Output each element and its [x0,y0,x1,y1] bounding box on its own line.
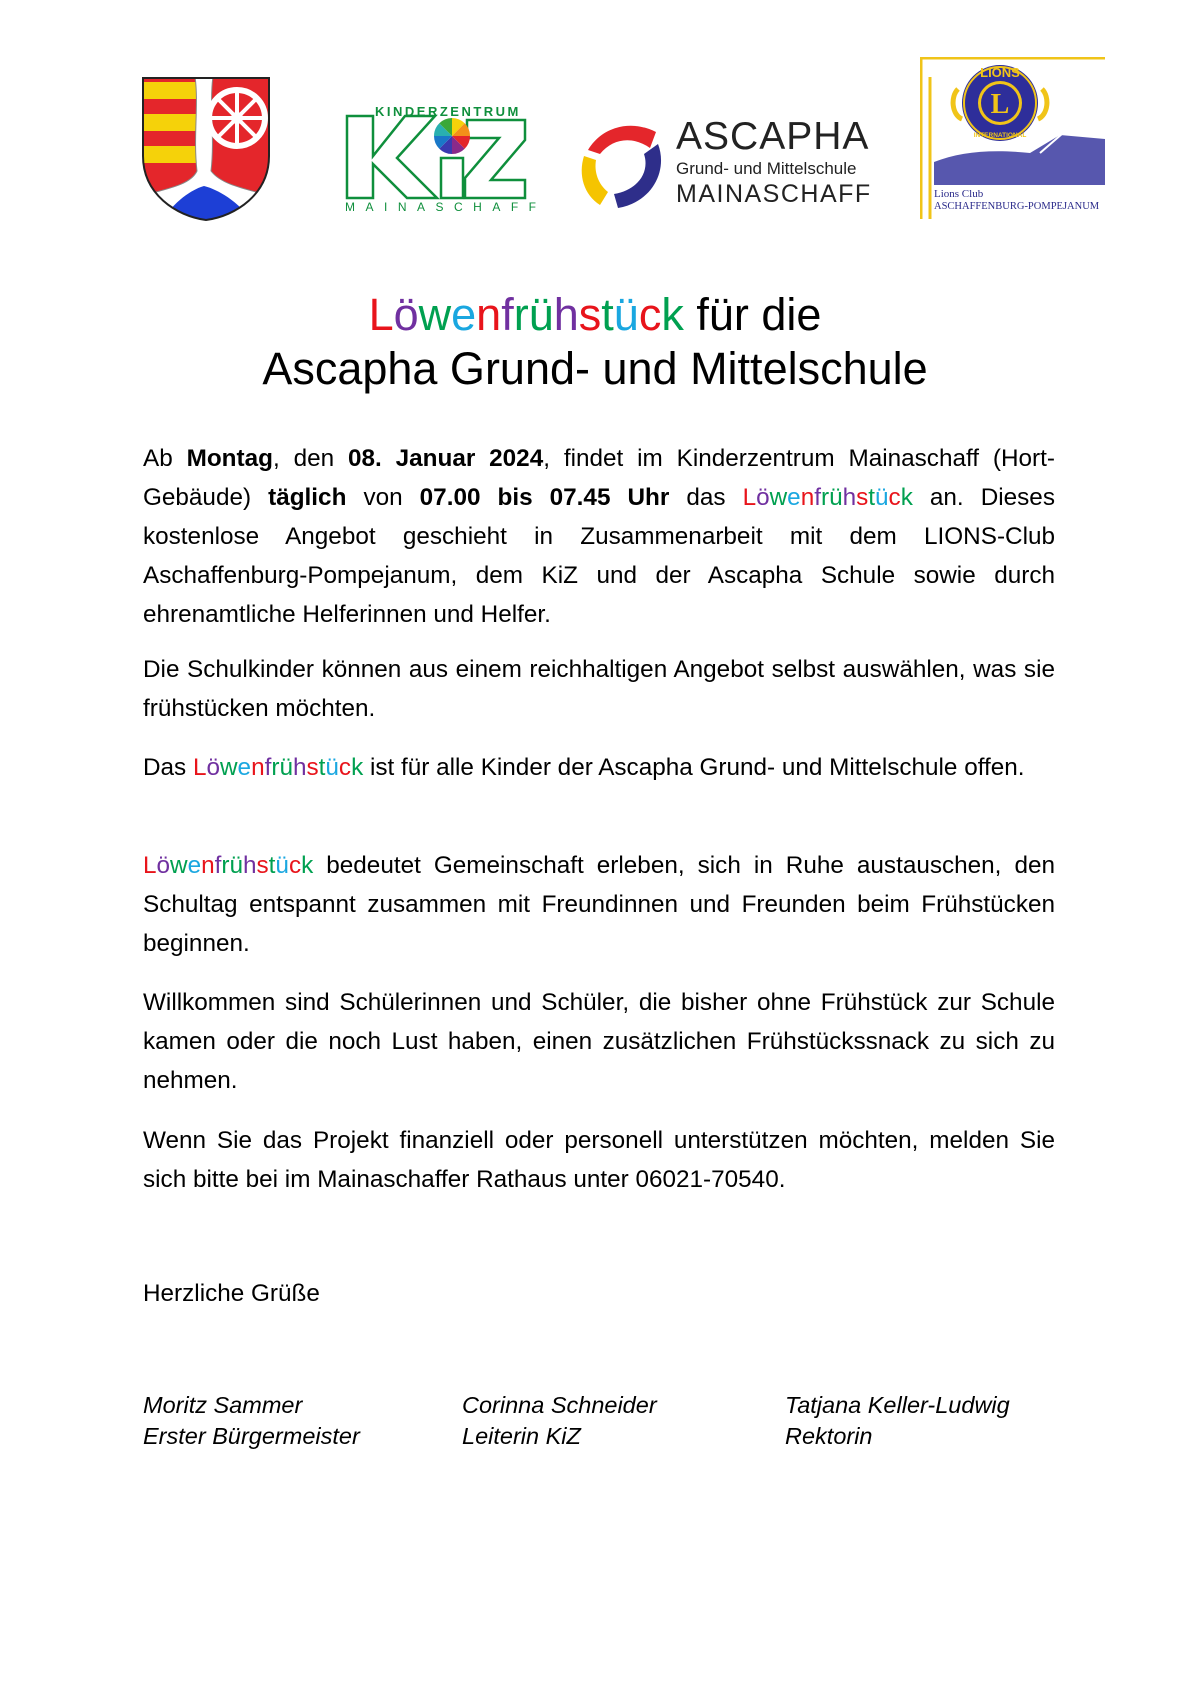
brand-word-letter: k [900,484,913,511]
brand-word-letter: t [868,484,876,511]
signatory-name: Corinna Schneider [462,1392,657,1418]
text: Ab [143,445,187,472]
kiz-kinderzentrum-logo [345,100,547,215]
brand-word-letter: ü [325,754,339,781]
text: bedeutet Gemeinschaft erleben, sich in Ruhe austauschen, den Schultag entspannt zusammen mit Freundinnen und Freunden beim Frühstücken beginnen. [143,852,1055,957]
brand-word-letter: t [601,289,614,340]
brand-word-letter: f [214,852,222,879]
brand-word-letter: ü [279,754,293,781]
brand-word-letter: ö [156,852,171,879]
kiz-top-text: KINDERZENTRUM [375,104,521,119]
paragraph-open-for-all [143,748,1055,787]
signatory-name: Tatjana Keller-Ludwig [785,1392,1010,1418]
brand-word-letter: n [201,852,215,879]
brand-word-letter: r [221,852,230,879]
brand-word-letter: f [501,289,514,340]
brand-word-letter: t [318,754,326,781]
brand-word-letter: c [288,852,302,879]
brand-word-letter: ö [756,484,770,511]
brand-word-letter: ö [393,289,419,340]
brand-word-letter: h [842,484,857,511]
lions-ring-top: LIONS [980,65,1020,80]
text: ist für alle Kinder der Ascapha Grund- und Mittelschule offen. [363,754,1025,781]
brand-word-letter: s [856,484,869,511]
signature-block [462,1390,657,1452]
ascapha-subtitle: Grund- und Mittelschule [676,159,857,178]
signatory-name: Moritz Sammer [143,1392,303,1418]
brand-word-letter: r [513,289,529,340]
brand-word-letter: ü [613,289,639,340]
ascapha-town: MAINASCHAFF [676,180,872,208]
text: an. Dieses kostenlose Angebot geschieht in Zusammenarbeit mit dem LIONS-Club Aschaffenburg-Pompejanum, dem KiZ und der Ascapha Schule sowie durch ehrenamtliche Helferinnen und Helfer. [143,484,1055,628]
coat-of-arms-icon [141,76,271,222]
brand-word-letter: f [264,754,272,781]
kiz-bottom-text: MAINASCHAFF [345,200,547,214]
paragraph-choice: Die Schulkinder können aus einem reichhaltigen Angebot selbst auswählen, was sie frühstücken möchten. [143,656,1055,722]
brand-word-letter: k [301,852,314,879]
ascapha-swirl-icon [578,120,668,215]
signature-block [143,1390,360,1452]
brand-word-letter: L [742,484,757,511]
brand-word-letter: e [187,852,202,879]
brand-word-letter: t [268,852,276,879]
closing-greeting: Herzliche Grüße [143,1280,320,1307]
ascapha-title: ASCAPHA [676,115,870,158]
text: von [346,484,420,511]
brand-word-letter: ü [275,852,289,879]
lions-l-letter: L [990,89,1010,120]
brand-word-letter: s [306,754,319,781]
brand-word-letter: w [769,484,788,511]
ascapha-school-logo [578,115,878,215]
brand-word-letter: h [553,289,579,340]
brand-word-letter: L [192,754,207,781]
title-suffix: für die [683,289,822,340]
brand-word-letter: w [418,289,452,340]
brand-word-letter: k [351,754,364,781]
lions-city-label: ASCHAFFENBURG-POMPEJANUM [934,201,1100,212]
bold-time: 07.00 bis 07.45 Uhr [419,484,670,511]
brand-word-letter: ü [875,484,889,511]
brand-word-loewenfruehstueck [369,289,684,340]
page-title-line-2: Ascapha Grund- und Mittelschule [262,343,928,394]
brand-word-letter: k [661,289,684,340]
brand-word-loewenfruehstueck [143,852,313,879]
brand-word-loewenfruehstueck [193,754,363,781]
text: , den [272,445,348,472]
brand-word-letter: ö [206,754,220,781]
brand-word-letter: ü [528,289,554,340]
brand-word-letter: ü [229,852,243,879]
text: das [669,484,743,511]
brand-word-letter: s [578,289,602,340]
brand-word-letter: c [888,484,901,511]
brand-word-letter: c [338,754,352,781]
brand-word-letter: e [787,484,801,511]
brand-word-letter: s [256,852,269,879]
brand-word-letter: L [368,289,394,340]
brand-word-letter: w [170,852,188,879]
brand-word-letter: L [143,852,157,879]
lions-club-logo [920,57,1105,219]
mainaschaff-coat-of-arms-logo [141,76,271,222]
signatory-role: Rektorin [785,1423,873,1449]
text: Das [143,754,193,781]
brand-word-letter: h [292,754,307,781]
brand-word-letter: e [237,754,252,781]
bold-day: Montag [186,445,273,472]
bold-date: 08. Januar 2024 [347,445,544,472]
brand-word-letter: n [800,484,815,511]
brand-word-letter: r [820,484,830,511]
bold-daily: täglich [268,484,347,511]
brand-word-letter: f [814,484,821,511]
brand-word-letter: n [476,289,502,340]
signatory-role: Erster Bürgermeister [143,1423,360,1449]
page-title-line-1 [0,288,1190,342]
brand-word-letter: n [251,754,265,781]
signature-block [785,1390,1010,1452]
paragraph-community [143,846,1055,963]
brand-word-letter: c [638,289,662,340]
brand-word-letter: h [242,852,257,879]
text: , findet im Kinderzentrum Mainaschaff (Hort-Gebäude) [143,445,1055,511]
brand-word-letter: ü [829,484,843,511]
paragraph-support-contact: Wenn Sie das Projekt finanziell oder personell unterstützen möchten, melden Sie sich bitte bei im Mainaschaffer Rathaus unter 06021-70540. [143,1127,1055,1193]
kiz-letters-icon [345,100,527,200]
lions-ring-bottom: INTERNATIONAL [973,132,1027,139]
brand-word-letter: r [271,754,280,781]
brand-word-loewenfruehstueck [743,484,913,511]
brand-word-letter: e [451,289,477,340]
lions-club-label: Lions Club [934,188,984,200]
signatory-role: Leiterin KiZ [462,1423,581,1449]
paragraph-welcome: Willkommen sind Schülerinnen und Schüler, die bisher ohne Frühstück zur Schule kamen oder die noch Lust haben, einen zusätzlichen Frühstückssnack zu sich zu nehmen. [143,989,1055,1094]
paragraph-announcement [143,439,1055,634]
brand-word-letter: w [220,754,238,781]
